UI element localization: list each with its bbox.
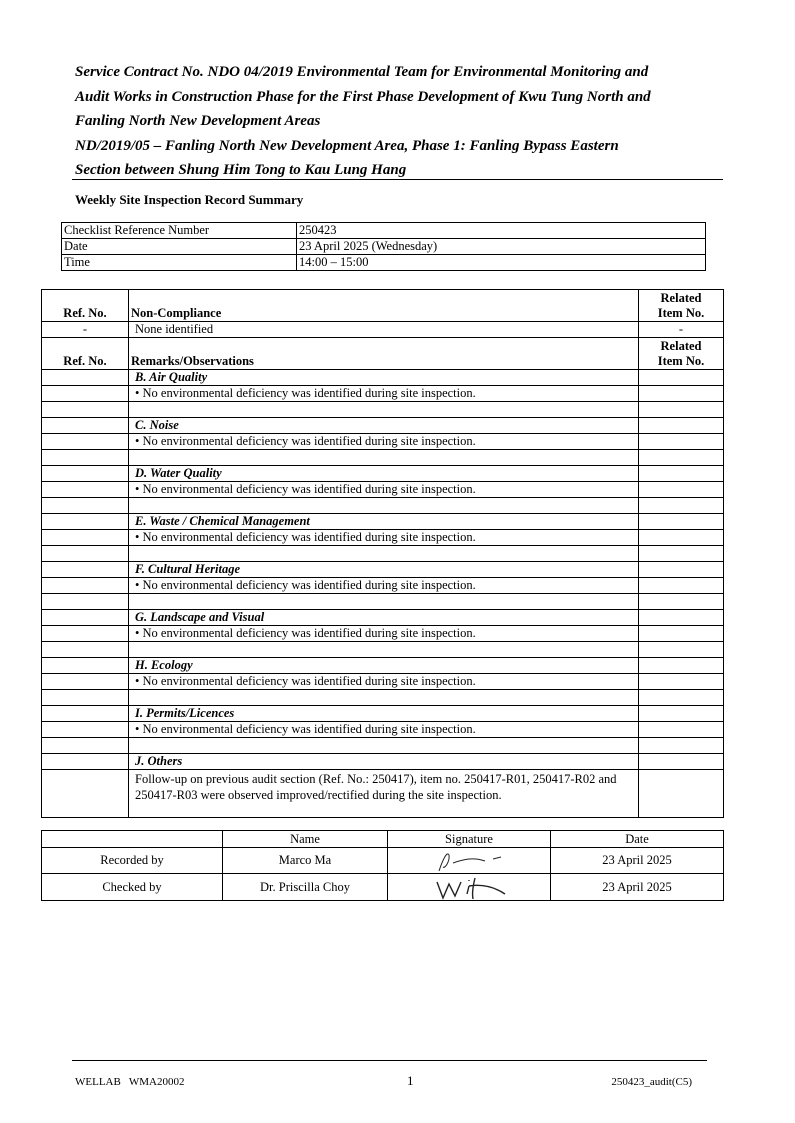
category-title: C. Noise [129, 418, 639, 434]
table-row [42, 498, 724, 514]
noncompliance-cell: None identified [129, 322, 639, 338]
related-item-cell [639, 386, 724, 402]
blank-cell [129, 690, 639, 706]
table-row [42, 546, 724, 562]
table-row [42, 466, 724, 482]
related-item-cell [639, 546, 724, 562]
table-row [42, 874, 724, 901]
ref-no-cell [42, 626, 129, 642]
table-row [42, 386, 724, 402]
table-row [42, 418, 724, 434]
related-item-cell [639, 418, 724, 434]
time-label: Time [62, 255, 297, 271]
ref-no-cell [42, 386, 129, 402]
ref-no-cell [42, 418, 129, 434]
date-header: Date [551, 831, 724, 848]
signoff-table [41, 830, 724, 901]
related-item-cell [639, 434, 724, 450]
category-title: H. Ecology [129, 658, 639, 674]
ref-no-cell [42, 690, 129, 706]
category-remark: • No environmental deficiency was identified during site inspection. [129, 674, 639, 690]
table-row [42, 722, 724, 738]
table-row [42, 626, 724, 642]
table-row [42, 578, 724, 594]
date-label: Date [62, 239, 297, 255]
ref-no-cell [42, 530, 129, 546]
ref-no-header: Ref. No. [42, 338, 129, 370]
category-title: J. Others [129, 754, 639, 770]
table-header-row [42, 831, 724, 848]
table-row [42, 642, 724, 658]
category-remark: • No environmental deficiency was identified during site inspection. [129, 722, 639, 738]
header-line: Audit Works in Construction Phase for the First Phase Development of Kwu Tung North and [75, 88, 651, 105]
related-item-cell [639, 402, 724, 418]
related-item-header: Related Item No. [639, 290, 724, 322]
ref-no-cell [42, 578, 129, 594]
ref-no-cell [42, 450, 129, 466]
category-title: E. Waste / Chemical Management [129, 514, 639, 530]
signature-header: Signature [388, 831, 551, 848]
category-remark: • No environmental deficiency was identified during site inspection. [129, 578, 639, 594]
recorded-signature [388, 848, 551, 874]
others-remark: Follow-up on previous audit section (Ref. No.: 250417), item no. 250417-R01, 250417-R02 and 250417-R03 were observed improved/rectified during the site inspection. [129, 770, 639, 818]
document-header [75, 60, 725, 183]
table-row [42, 482, 724, 498]
blank-cell [129, 642, 639, 658]
checklist-label: Checklist Reference Number [62, 223, 297, 239]
ref-no-cell [42, 482, 129, 498]
ref-no-cell [42, 594, 129, 610]
ref-no-cell [42, 514, 129, 530]
category-remark: • No environmental deficiency was identified during site inspection. [129, 626, 639, 642]
recorded-date: 23 April 2025 [551, 848, 724, 874]
table-row [42, 322, 724, 338]
inspection-table [41, 289, 724, 818]
table-row [62, 223, 706, 239]
table-row [42, 450, 724, 466]
blank-cell [129, 450, 639, 466]
footer-right: 250423_audit(C5) [611, 1076, 692, 1088]
category-title: B. Air Quality [129, 370, 639, 386]
ref-no-cell [42, 610, 129, 626]
footer-divider [72, 1060, 707, 1061]
remarks-header: Remarks/Observations [129, 338, 639, 370]
checklist-value: 250423 [297, 223, 706, 239]
related-item-cell [639, 706, 724, 722]
noncompliance-header: Non-Compliance [129, 290, 639, 322]
related-item-header: Related Item No. [639, 338, 724, 370]
ref-no-cell [42, 402, 129, 418]
blank-cell [129, 546, 639, 562]
page-number: 1 [407, 1073, 414, 1088]
checked-by-label: Checked by [42, 874, 223, 901]
footer-left: WELLAB WMA20002 [75, 1076, 185, 1088]
checked-date: 23 April 2025 [551, 874, 724, 901]
table-row [42, 738, 724, 754]
name-header: Name [223, 831, 388, 848]
ref-no-cell: - [42, 322, 129, 338]
table-row [42, 530, 724, 546]
signature-image [409, 849, 529, 873]
table-row [42, 690, 724, 706]
related-item-cell [639, 610, 724, 626]
recorded-by-label: Recorded by [42, 848, 223, 874]
blank-cell [129, 738, 639, 754]
ref-no-cell [42, 370, 129, 386]
table-row [42, 658, 724, 674]
table-row [42, 754, 724, 770]
table-row [42, 674, 724, 690]
checked-signature [388, 874, 551, 901]
table-row [42, 562, 724, 578]
date-value: 23 April 2025 (Wednesday) [297, 239, 706, 255]
category-remark: • No environmental deficiency was identified during site inspection. [129, 434, 639, 450]
table-row [42, 370, 724, 386]
table-row [42, 402, 724, 418]
table-row [62, 255, 706, 271]
related-item-cell [639, 594, 724, 610]
category-title: F. Cultural Heritage [129, 562, 639, 578]
ref-no-cell [42, 658, 129, 674]
ref-no-cell [42, 498, 129, 514]
ref-no-cell [42, 466, 129, 482]
signature-image [409, 874, 529, 900]
related-item-cell [639, 450, 724, 466]
table-header-row [42, 338, 724, 370]
table-row [42, 514, 724, 530]
table-row [62, 239, 706, 255]
ref-no-cell [42, 674, 129, 690]
related-item-cell [639, 514, 724, 530]
table-row [42, 610, 724, 626]
recorded-by-name: Marco Ma [223, 848, 388, 874]
header-line: ND/2019/05 – Fanling North New Development Area, Phase 1: Fanling Bypass Eastern [75, 137, 619, 154]
table-header-row [42, 290, 724, 322]
section-title: Weekly Site Inspection Record Summary [75, 192, 304, 207]
related-item-cell [639, 562, 724, 578]
category-title: I. Permits/Licences [129, 706, 639, 722]
table-row [42, 594, 724, 610]
ref-no-cell [42, 434, 129, 450]
ref-no-cell [42, 706, 129, 722]
table-row [42, 434, 724, 450]
related-item-cell [639, 722, 724, 738]
related-item-cell [639, 530, 724, 546]
ref-no-cell [42, 546, 129, 562]
related-item-cell [639, 466, 724, 482]
table-row [42, 770, 724, 818]
header-line: Section between Shung Him Tong to Kau Lung Hang [75, 162, 407, 178]
related-item-cell: - [639, 322, 724, 338]
related-item-cell [639, 674, 724, 690]
category-title: D. Water Quality [129, 466, 639, 482]
related-item-cell [639, 642, 724, 658]
category-remark: • No environmental deficiency was identified during site inspection. [129, 530, 639, 546]
ref-no-header: Ref. No. [42, 290, 129, 322]
related-item-cell [639, 498, 724, 514]
blank-cell [129, 594, 639, 610]
related-item-cell [639, 626, 724, 642]
related-item-cell [639, 658, 724, 674]
time-value: 14:00 – 15:00 [297, 255, 706, 271]
ref-no-cell [42, 738, 129, 754]
related-item-cell [639, 482, 724, 498]
related-item-cell [639, 578, 724, 594]
category-title: G. Landscape and Visual [129, 610, 639, 626]
ref-no-cell [42, 642, 129, 658]
table-row [42, 706, 724, 722]
table-row [42, 848, 724, 874]
category-remark: • No environmental deficiency was identified during site inspection. [129, 482, 639, 498]
header-line: Fanling North New Development Areas [75, 113, 321, 129]
header-divider [72, 179, 723, 180]
ref-no-cell [42, 562, 129, 578]
related-item-cell [639, 738, 724, 754]
blank-cell [129, 402, 639, 418]
checked-by-name: Dr. Priscilla Choy [223, 874, 388, 901]
related-item-cell [639, 370, 724, 386]
remarks-categories [42, 370, 724, 754]
header-line: Service Contract No. NDO 04/2019 Environmental Team for Environmental Monitoring and [75, 64, 649, 80]
category-remark: • No environmental deficiency was identified during site inspection. [129, 386, 639, 402]
related-item-cell [639, 690, 724, 706]
ref-no-cell [42, 722, 129, 738]
blank-cell [129, 498, 639, 514]
info-table [61, 222, 706, 271]
